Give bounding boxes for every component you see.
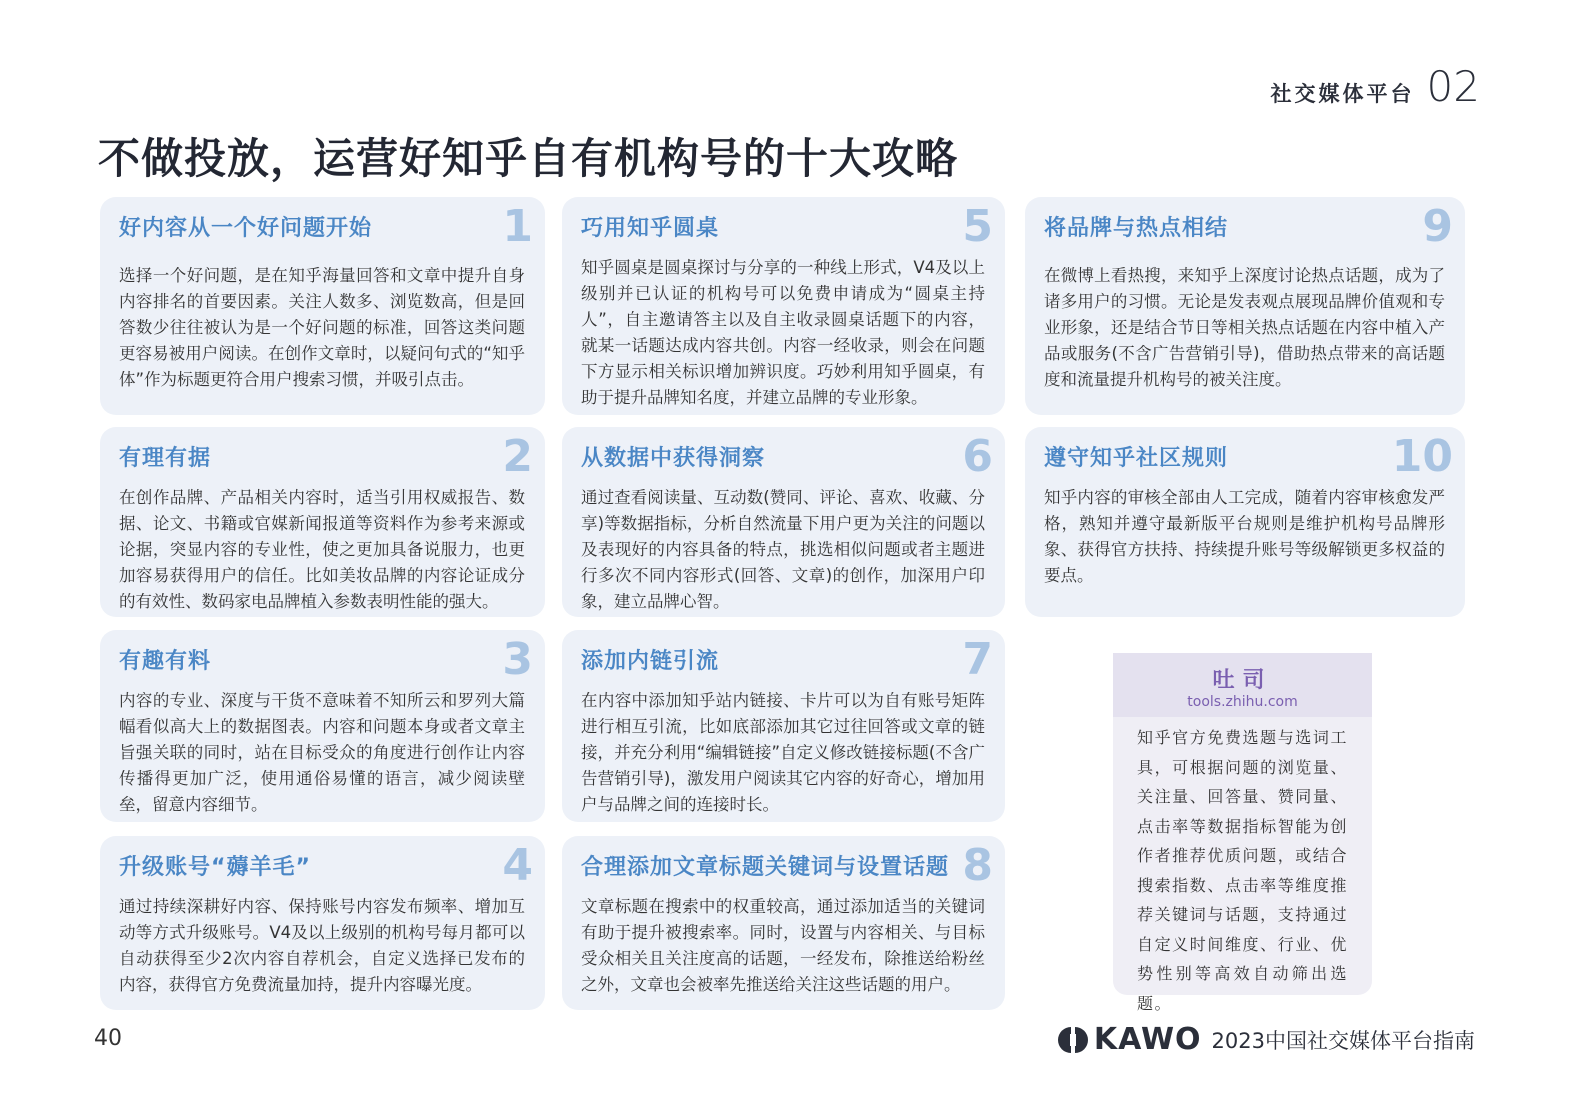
card-body: 在创作品牌、产品相关内容时，适当引用权威报告、数据、论文、书籍或官媒新闻报道等资料作为参考来源或论据，突显内容的专业性，使之更加具备说服力，也更加容易获得用户的信任。比如美妆品牌的内容论证成分的有效性、数码家电品牌植入参数表明性能的强大。 <box>119 488 525 611</box>
strategy-card-8 <box>562 836 1005 1010</box>
card-title: 有趣有料 <box>119 649 212 674</box>
card-number: 1 <box>502 201 533 252</box>
card-title: 巧用知乎圆桌 <box>581 216 720 241</box>
card-title: 好内容从一个好问题开始 <box>119 216 373 241</box>
section-header <box>1271 62 1480 111</box>
card-title: 从数据中获得洞察 <box>581 446 766 471</box>
tool-url: tools.zhihu.com <box>1187 694 1298 710</box>
card-body: 知乎内容的审核全部由人工完成，随着内容审核愈发严格，熟知并遵守最新版平台规则是维护机构号品牌形象、获得官方扶持、持续提升账号等级解锁更多权益的要点。 <box>1044 488 1445 585</box>
section-number: 02 <box>1426 62 1480 111</box>
strategy-card-6 <box>562 427 1005 617</box>
card-body: 选择一个好问题，是在知乎海量回答和文章中提升自身内容排名的首要因素。关注人数多、浏览数高，但是回答数少往往被认为是一个好问题的标准，回答这类问题更容易被用户阅读。在创作文章时，以疑问句式的“知乎体”作为标题更符合用户搜索习惯，并吸引点击。 <box>119 266 525 389</box>
publication-title: 2023中国社交媒体平台指南 <box>1211 1028 1475 1053</box>
card-title: 遵守知乎社区规则 <box>1044 446 1229 471</box>
card-body: 内容的专业、深度与干货不意味着不知所云和罗列大篇幅看似高大上的数据图表。内容和问题本身或者文章主旨强关联的同时，站在目标受众的角度进行创作让内容传播得更加广泛，使用通俗易懂的语言，减少阅读壁垒，留意内容细节。 <box>119 691 525 814</box>
strategy-card-5 <box>562 197 1005 415</box>
section-label: 社交媒体平台 <box>1270 82 1415 106</box>
logo-text: KAWO <box>1093 1022 1202 1057</box>
card-title: 有理有据 <box>119 446 212 471</box>
kawo-logo-icon <box>1058 1025 1088 1055</box>
card-number: 6 <box>962 431 993 482</box>
card-number: 5 <box>962 201 993 252</box>
card-number: 7 <box>962 634 993 685</box>
page-title: 不做投放，运营好知乎自有机构号的十大攻略 <box>98 134 959 183</box>
tool-card-header <box>1113 653 1372 717</box>
tool-name: 吐司 <box>1212 668 1273 693</box>
strategy-card-10 <box>1025 427 1465 617</box>
card-number: 2 <box>502 431 533 482</box>
card-title: 升级账号“薅羊毛” <box>119 855 311 880</box>
strategy-card-9 <box>1025 197 1465 415</box>
card-body: 在微博上看热搜，来知乎上深度讨论热点话题，成为了诸多用户的习惯。无论是发表观点展现品牌价值观和专业形象，还是结合节日等相关热点话题在内容中植入产品或服务(不含广告营销引导)，借助热点带来的高话题度和流量提升机构号的被关注度。 <box>1044 266 1445 389</box>
card-body: 知乎圆桌是圆桌探讨与分享的一种线上形式，V4及以上级别并已认证的机构号可以免费申请成为“圆桌主持人”，自主邀请答主以及自主收录圆桌话题下的内容，就某一话题达成内容共创。内容一经收录，则会在问题下方显示相关标识增加辨识度。巧妙利用知乎圆桌，有助于提升品牌知名度，并建立品牌的专业形象。 <box>581 258 985 407</box>
card-body: 在内容中添加知乎站内链接、卡片可以为自有账号矩阵进行相互引流，比如底部添加其它过往回答或文章的链接，并充分利用“编辑链接”自定义修改链接标题(不含广告营销引导)，激发用户阅读其它内容的好奇心，增加用户与品牌之间的连接时长。 <box>581 691 985 814</box>
strategy-card-3 <box>100 630 545 822</box>
card-number: 3 <box>502 634 533 685</box>
card-body: 通过持续深耕好内容、保持账号内容发布频率、增加互动等方式升级账号。V4及以上级别的机构号每月都可以自动获得至少2次内容自荐机会，自定义选择已发布的内容，获得官方免费流量加持，提升内容曝光度。 <box>119 897 525 994</box>
card-number: 4 <box>502 840 533 891</box>
card-title: 合理添加文章标题关键词与设置话题 <box>581 855 950 880</box>
strategy-card-7 <box>562 630 1005 822</box>
tool-card-tusi <box>1113 653 1372 1013</box>
card-body: 文章标题在搜索中的权重较高，通过添加适当的关键词有助于提升被搜索率。同时，设置与内容相关、与目标受众相关且关注度高的话题，一经发布，除推送给粉丝之外，文章也会被率先推送给关注这些话题的用户。 <box>581 897 985 994</box>
strategy-card-2 <box>100 427 545 617</box>
card-number: 10 <box>1391 431 1453 482</box>
card-title: 将品牌与热点相结 <box>1044 216 1229 241</box>
card-number: 8 <box>962 840 993 891</box>
strategy-card-4 <box>100 836 545 1010</box>
page-number: 40 <box>94 1026 122 1051</box>
footer <box>1058 1022 1475 1057</box>
strategy-card-1 <box>100 197 545 415</box>
tool-description: 知乎官方免费选题与选词工具，可根据问题的浏览量、关注量、回答量、赞同量、点击率等数据指标智能为创作者推荐优质问题，或结合搜索指数、点击率等维度推荐关键词与话题，支持通过自定义时间维度、行业、优势性别等高效自动筛出选题。 <box>1137 728 1348 1013</box>
card-number: 9 <box>1422 201 1453 252</box>
kawo-logo <box>1058 1022 1202 1057</box>
card-title: 添加内链引流 <box>581 649 720 674</box>
card-body: 通过查看阅读量、互动数(赞同、评论、喜欢、收藏、分享)等数据指标，分析自然流量下用户更为关注的问题以及表现好的内容具备的特点，挑选相似问题或者主题进行多次不同内容形式(回答、文章)的创作，加深用户印象，建立品牌心智。 <box>581 488 985 611</box>
